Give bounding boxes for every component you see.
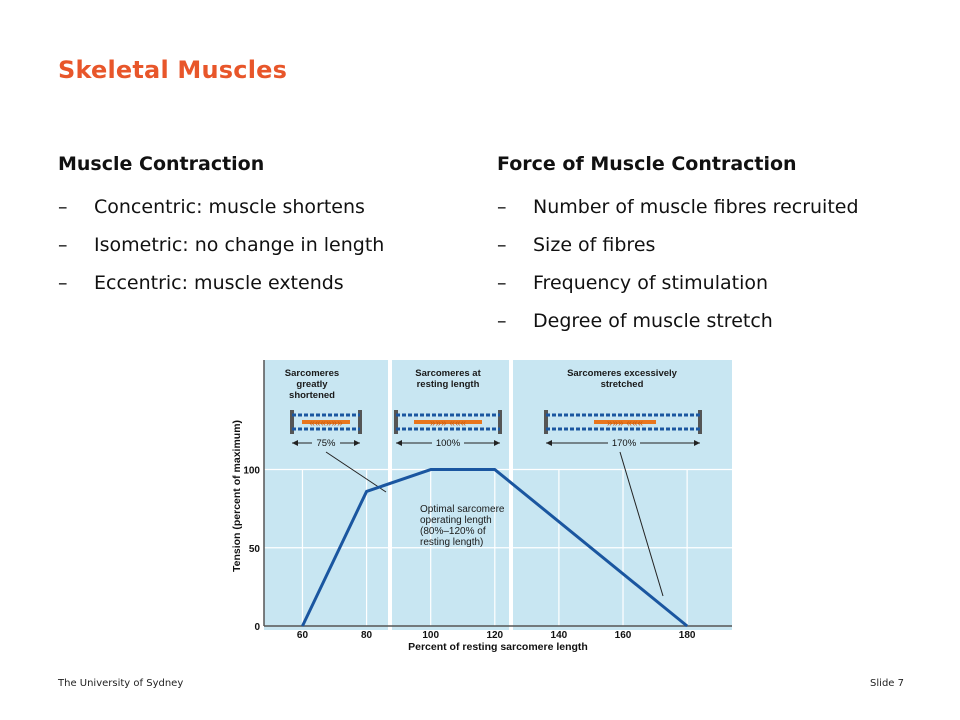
x-tick-label: 140 [550,630,568,641]
list-item [497,264,927,302]
dash-bullet: – [58,234,68,256]
dash-bullet: – [497,196,507,218]
list-item [497,302,927,340]
list-item-text: Frequency of stimulation [533,272,769,294]
panel-divider [388,360,392,630]
percent-label: 100% [435,438,461,449]
dash-bullet: – [58,196,68,218]
slide-title: Skeletal Muscles [58,56,288,84]
optimal-length-annotation: Optimal sarcomere operating length (80%–120% of resting length) [420,504,505,548]
list-item-text: Number of muscle fibres recruited [533,196,859,218]
list-item-text: Isometric: no change in length [94,234,385,256]
list-item [58,264,488,302]
y-tick-label: 0 [254,622,260,633]
footer-university: The University of Sydney [58,678,184,689]
panel-divider [509,360,513,630]
x-tick-label: 180 [678,630,696,641]
length-tension-figure [226,360,732,658]
panel-label-resting: Sarcomeres at resting length [415,368,481,390]
y-tick-label: 50 [248,543,260,555]
dash-bullet: – [497,310,507,332]
muscle-contraction-heading: Muscle Contraction [58,153,265,175]
list-item [497,188,927,226]
list-item-text: Concentric: muscle shortens [94,196,365,218]
list-item [58,226,488,264]
list-item-text: Degree of muscle stretch [533,310,773,332]
muscle-contraction-list [58,188,488,302]
slide-number: Slide 7 [870,678,904,689]
y-tick-label: 100 [243,465,260,477]
x-tick-label: 60 [296,630,309,641]
y-axis-label: Tension (percent of maximum) [231,419,243,573]
length-tension-chart [226,360,732,658]
svg-text:«««»»»: «««»»» [309,418,343,429]
dash-bullet: – [497,272,507,294]
list-item [497,226,927,264]
x-tick-label: 80 [361,630,373,641]
list-item-text: Eccentric: muscle extends [94,272,344,294]
list-item [58,188,488,226]
svg-text:»»» «««: »»» ««« [606,418,644,429]
force-heading: Force of Muscle Contraction [497,153,797,175]
list-item-text: Size of fibres [533,234,656,256]
panel-label-shortened: Sarcomeres greatly shortened [284,368,340,401]
x-tick-label: 120 [486,630,504,641]
percent-label: 170% [611,438,637,449]
panel-label-stretched: Sarcomeres excessively stretched [567,368,677,390]
x-axis-label: Percent of resting sarcomere length [408,641,588,653]
x-tick-label: 160 [614,630,632,641]
dash-bullet: – [497,234,507,256]
force-section [497,150,927,340]
percent-label: 75% [316,438,336,449]
svg-text:»»» «««: »»» ««« [429,418,467,429]
dash-bullet: – [58,272,68,294]
force-list [497,188,927,340]
muscle-contraction-section [58,150,488,302]
x-tick-label: 100 [422,630,440,641]
